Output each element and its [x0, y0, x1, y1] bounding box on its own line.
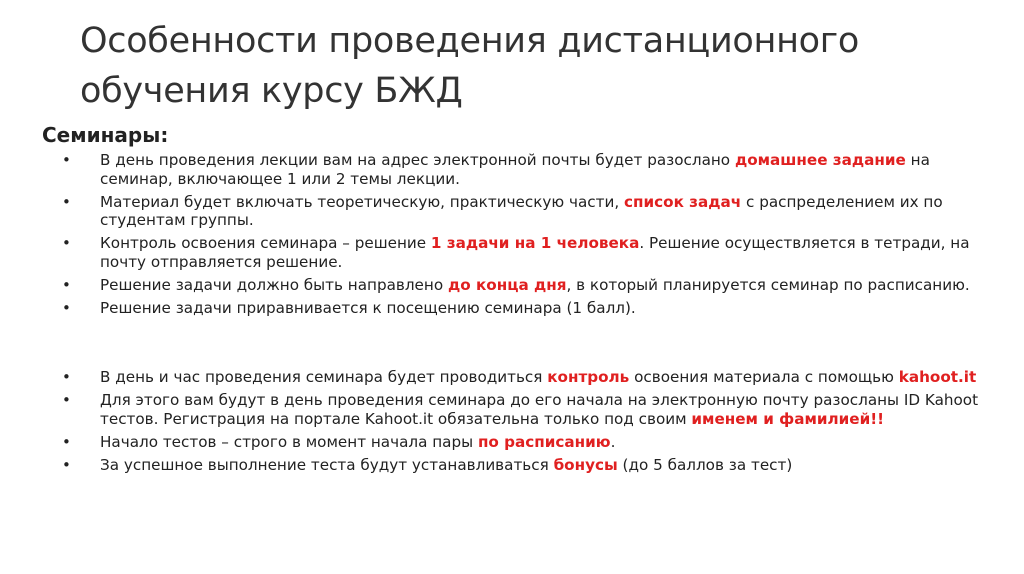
item-text: За успешное выполнение теста будут устанавливаться — [100, 455, 554, 474]
title-line-1: Особенности проведения дистанционного — [80, 21, 859, 61]
item-text: Решение задачи приравнивается к посещению семинара (1 балл). — [100, 298, 636, 317]
list-item — [42, 456, 982, 475]
list-item — [42, 433, 982, 452]
bullet-glyph: • — [62, 151, 71, 169]
highlight-text: домашнее задание — [734, 151, 906, 169]
bullet-glyph: • — [62, 455, 71, 474]
item-text: , в который планируется семинар по расписанию. — [566, 275, 970, 294]
bullet-glyph: • — [62, 275, 71, 294]
title-line-2: обучения курсу БЖД — [80, 71, 463, 111]
section-heading: Семинары: — [42, 123, 169, 147]
bullet-glyph: • — [62, 192, 71, 211]
item-text: освоения материала с помощью — [629, 367, 899, 386]
item-text: (до 5 баллов за тест) — [617, 455, 793, 474]
list-item — [42, 391, 982, 428]
bullet-list-kahoot-control — [42, 368, 982, 474]
highlight-text: по расписанию — [477, 432, 611, 451]
highlight-text: именем и фамилией!! — [691, 409, 885, 428]
highlight-text: список задач — [624, 192, 742, 211]
item-text: . Решение осуществляется в тетради, на почту отправляется решение. — [100, 234, 970, 271]
item-text: на семинар, включающее 1 или 2 темы лекции. — [100, 151, 930, 188]
item-text: Для этого вам будут в день проведения семинара до его начала на электронную почту разосланы ID Kahoot тестов. Регистрация на портале Kahoot.it обязательна только под своим — [100, 391, 979, 428]
item-text: Решение задачи должно быть направлено — [100, 275, 448, 294]
item-text: . — [610, 432, 616, 451]
list-item — [42, 151, 982, 188]
list-item — [42, 368, 982, 387]
bullet-glyph: • — [62, 234, 71, 253]
item-text: Материал будет включать теоретическую, практическую части, — [100, 192, 625, 211]
item-text: с распределением их по студентам группы. — [100, 192, 943, 230]
slide-title — [80, 16, 980, 116]
item-text: Контроль освоения семинара – решение — [100, 234, 431, 253]
slide-content — [42, 122, 982, 479]
bullet-glyph: • — [62, 391, 71, 410]
list-item — [42, 234, 982, 271]
highlight-text: kahoot.it — [898, 367, 977, 386]
highlight-text: 1 задачи на 1 человека — [430, 234, 640, 253]
highlight-text: контроль — [547, 367, 630, 386]
item-text: В день и час проведения семинара будет проводиться — [100, 367, 548, 386]
list-item — [42, 276, 982, 295]
bullet-glyph: • — [62, 432, 71, 451]
spacer — [42, 322, 982, 368]
highlight-text: до конца дня — [447, 275, 567, 294]
highlight-text: бонусы — [553, 455, 618, 474]
list-item — [42, 193, 982, 230]
bullet-glyph: • — [62, 367, 71, 386]
list-item — [42, 299, 982, 318]
item-text: Начало тестов – строго в момент начала пары — [100, 432, 478, 451]
bullet-list-seminar-tasks — [42, 151, 982, 317]
bullet-glyph: • — [62, 298, 71, 317]
item-text: В день проведения лекции вам на адрес электронной почты будет разослано — [100, 151, 735, 169]
